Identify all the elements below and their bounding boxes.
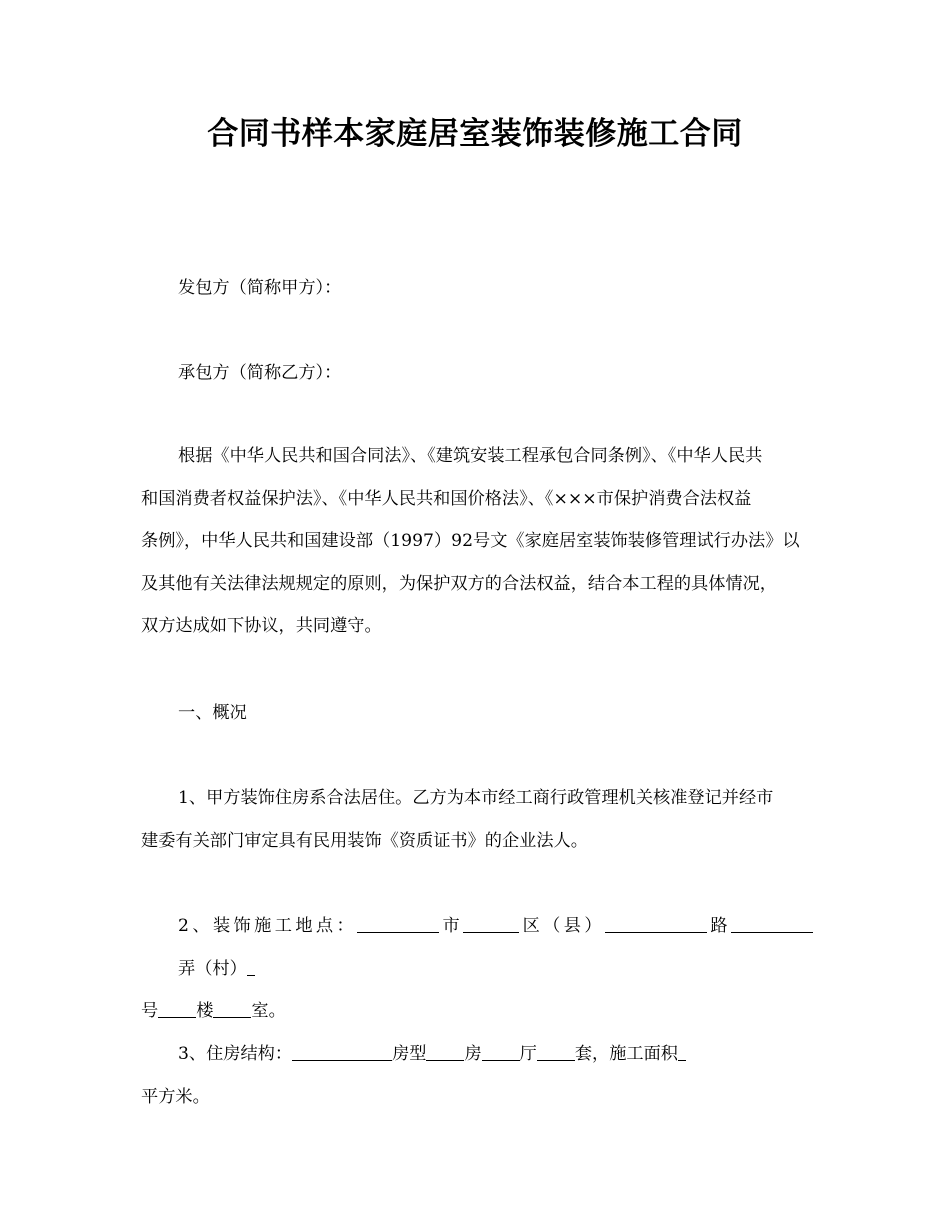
- area-blank[interactable]: [678, 1042, 686, 1061]
- number-label: 号: [141, 1001, 159, 1021]
- building-blank[interactable]: [158, 999, 196, 1018]
- clause-2-label: 2、装饰施工地点：: [178, 916, 358, 936]
- clause-3-label: 3、住房结构：: [178, 1044, 293, 1064]
- preamble-paragraph: [141, 435, 813, 648]
- number-blank[interactable]: [247, 957, 255, 976]
- rooms-label: 房: [464, 1044, 482, 1064]
- preamble-line: 和国消费者权益保护法》、《中华人民共和国价格法》、《×××市保护消费合法权益: [141, 488, 752, 509]
- city-label: 市: [439, 916, 464, 936]
- section-1-heading-line: [141, 692, 813, 735]
- clause-2-paragraph: [141, 905, 813, 1033]
- lane-blank[interactable]: [731, 914, 813, 933]
- road-blank[interactable]: [605, 914, 707, 933]
- room-label: 室。: [251, 1001, 286, 1021]
- area-unit: 平方米。: [141, 1086, 210, 1107]
- party-a-line: [141, 267, 813, 310]
- rooms-blank[interactable]: [426, 1042, 464, 1061]
- district-blank[interactable]: [463, 914, 519, 933]
- preamble-line: 及其他有关法律法规规定的原则，为保护双方的合法权益，结合本工程的具体情况，: [141, 573, 777, 594]
- preamble-line: 条例》，中华人民共和国建设部（1997）92号文《家庭居室装饰装修管理试行办法》以: [141, 531, 800, 551]
- type-label: 房型: [392, 1044, 427, 1064]
- contract-title: 合同书样本家庭居室装饰装修施工合同: [207, 116, 743, 152]
- party-a-label: 发包方（简称甲方）：: [178, 278, 342, 298]
- party-b-label: 承包方（简称乙方）：: [178, 363, 342, 383]
- building-label: 楼: [196, 1001, 214, 1021]
- section-1-heading: 一、概况: [178, 703, 247, 723]
- road-label: 路: [706, 916, 731, 936]
- room-blank[interactable]: [213, 999, 251, 1018]
- clause-1-paragraph: [141, 777, 813, 862]
- lane-label: 弄（村）: [178, 958, 247, 979]
- structure-blank[interactable]: [292, 1042, 392, 1061]
- halls-blank[interactable]: [482, 1042, 520, 1061]
- party-b-line: [141, 352, 813, 395]
- clause-3-paragraph: [141, 1033, 813, 1118]
- preamble-line: 双方达成如下协议，共同遵守。: [141, 616, 382, 636]
- clause-1-line: 建委有关部门审定具有民用装饰《资质证书》的企业法人。: [141, 830, 588, 851]
- city-blank[interactable]: [357, 914, 439, 933]
- clause-1-line: 1、甲方装饰住房系合法居住。乙方为本市经工商行政管理机关核准登记并经市: [178, 788, 774, 808]
- preamble-line: 根据《中华人民共和国合同法》、《建筑安装工程承包合同条例》、《中华人民共: [178, 446, 763, 466]
- halls-label: 厅: [519, 1044, 537, 1064]
- sets-blank[interactable]: [537, 1042, 575, 1061]
- district-label: 区（县）: [519, 916, 605, 936]
- sets-label: 套，施工面积: [574, 1044, 678, 1064]
